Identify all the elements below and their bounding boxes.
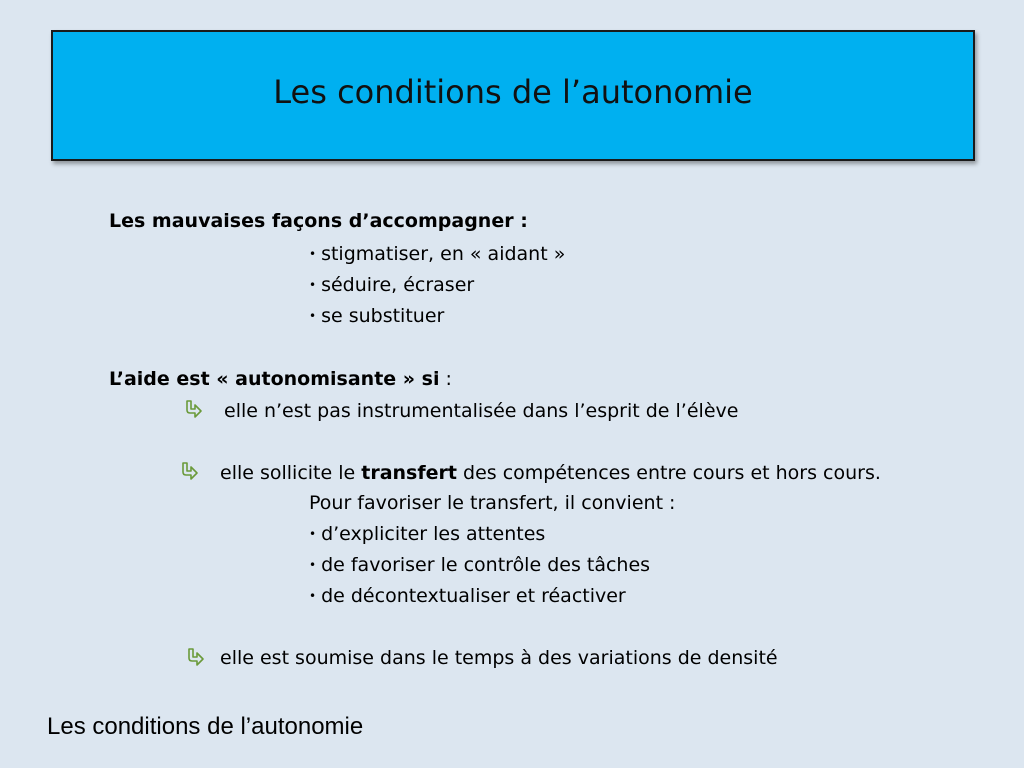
list-item: • de favoriser le contrôle des tâches <box>309 554 651 576</box>
transfer-intro: Pour favoriser le transfert, il convient : <box>309 492 676 514</box>
slide-title: Les conditions de l’autonomie <box>273 72 753 111</box>
condition-item-3: elle est soumise dans le temps à des variations de densité <box>220 647 778 669</box>
list-item: • séduire, écraser <box>309 274 475 296</box>
curved-arrow-icon <box>185 647 205 667</box>
bullet-icon: • <box>309 247 317 261</box>
bullet-icon: • <box>309 589 317 603</box>
bullet-icon: • <box>309 309 317 323</box>
condition-item-1: elle n’est pas instrumentalisée dans l’esprit de l’élève <box>224 400 739 422</box>
slide-footer: Les conditions de l’autonomie <box>47 713 364 740</box>
curved-arrow-icon <box>179 461 199 481</box>
section2-heading: L’aide est « autonomisante » si : <box>109 368 452 390</box>
bullet-icon: • <box>309 527 317 541</box>
list-item: • d’expliciter les attentes <box>309 523 546 545</box>
bullet-icon: • <box>309 278 317 292</box>
list-item: • de décontextualiser et réactiver <box>309 585 626 607</box>
bullet-icon: • <box>309 558 317 572</box>
condition-item-2: elle sollicite le transfert des compétences entre cours et hors cours. <box>220 462 881 484</box>
title-box <box>51 30 975 161</box>
section1-heading: Les mauvaises façons d’accompagner : <box>109 210 528 232</box>
list-item: • se substituer <box>309 305 445 327</box>
curved-arrow-icon <box>183 399 203 419</box>
list-item: • stigmatiser, en « aidant » <box>309 243 566 265</box>
